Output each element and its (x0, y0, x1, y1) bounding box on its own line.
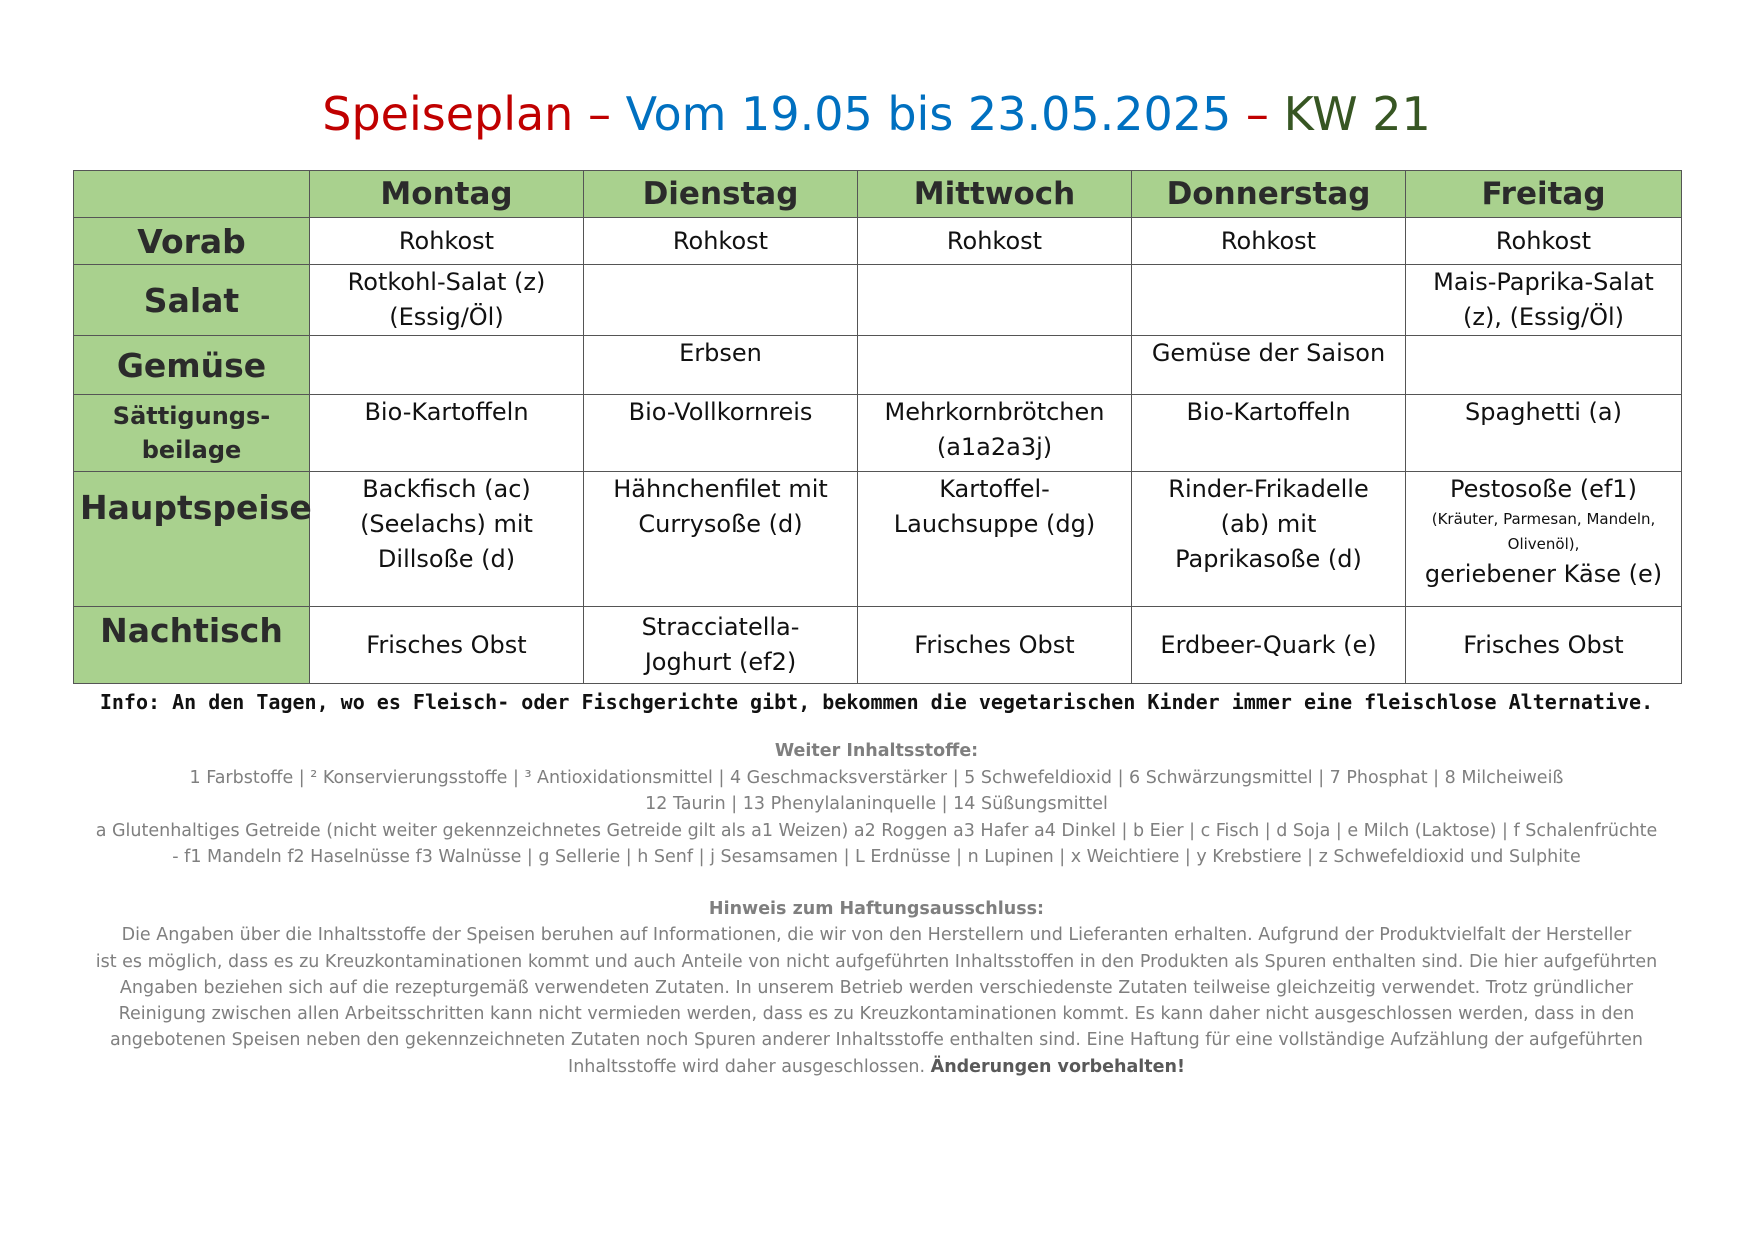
table-row-saettigungsbeilage (74, 395, 1682, 472)
cell-saettigung-donnerstag (1132, 395, 1406, 472)
legend-heading: Weiter Inhaltsstoffe: (774, 741, 979, 761)
cell-haupt-freitag (1406, 472, 1682, 607)
cell-line: Mehrkornbrötchen (884, 398, 1105, 426)
disclaimer-line: ist es möglich, dass es zu Kreuzkontaminationen kommt und auch Anteile von nicht aufgeführten Inhaltsstoffen in den Produkten als Spuren enthalten sind. Die hier aufgeführten (95, 951, 1658, 972)
title-speiseplan: Speiseplan (322, 87, 574, 141)
disclaimer-line: Angaben beziehen sich auf die rezepturgemäß verwendeten Zutaten. In unserem Betrieb werden verschiedenste Zutaten teilweise gleichzeitig verwendet. Trotz gründlicher (119, 977, 1634, 998)
cell-saettigung-mittwoch (858, 395, 1132, 472)
row-label-gemuese: Gemüse (74, 336, 310, 395)
page-title (0, 84, 1753, 144)
disclaimer-last-line (60, 1054, 1693, 1080)
cell-vorab-dienstag: Rohkost (584, 218, 858, 265)
row-label-line: Sättigungs- (112, 402, 271, 430)
cell-vorab-freitag: Rohkost (1406, 218, 1682, 265)
cell-nachtisch-dienstag (584, 607, 858, 684)
title-separator: – (573, 87, 626, 141)
cell-haupt-donnerstag (1132, 472, 1406, 607)
cell-gemuese-dienstag: Erbsen (584, 336, 858, 395)
cell-nachtisch-montag (310, 607, 584, 684)
cell-saettigung-montag (310, 395, 584, 472)
cell-gemuese-freitag (1406, 336, 1682, 395)
row-label-line: beilage (141, 436, 242, 464)
info-note: Info: An den Tagen, wo es Fleisch- oder Fischgerichte gibt, bekommen die vegetarischen Kinder immer eine fleischlose Alternative. (99, 690, 1654, 714)
cell-salat-freitag (1406, 265, 1682, 336)
day-header-dienstag: Dienstag (584, 171, 858, 218)
legend-line: - f1 Mandeln f2 Haselnüsse f3 Walnüsse | g Sellerie | h Senf | j Sesamsamen | L Erdnüsse | n Lupinen | x Weichtiere | y Krebstiere | z Schwefeldioxid und Sulphite (172, 847, 1581, 867)
day-header-montag: Montag (310, 171, 584, 218)
cell-line: Mais-Paprika-Salat (1433, 268, 1654, 296)
changes-reserved-note: Änderungen vorbehalten! (930, 1056, 1185, 1077)
cell-haupt-dienstag (584, 472, 858, 607)
cell-line: Kartoffel- (939, 475, 1050, 503)
title-date-range: Vom 19.05 bis 23.05.2025 (625, 87, 1232, 141)
allergen-legend (60, 738, 1693, 871)
cell-haupt-mittwoch (858, 472, 1132, 607)
legend-line: 12 Taurin | 13 Phenylalaninquelle | 14 Süßungsmittel (645, 794, 1108, 814)
title-calendar-week: KW 21 (1283, 87, 1431, 141)
table-header-row (74, 171, 1682, 218)
day-header-mittwoch: Mittwoch (858, 171, 1132, 218)
cell-line: Rinder-Frikadelle (1168, 475, 1369, 503)
title-separator: – (1231, 87, 1284, 141)
cell-line: (Essig/Öl) (389, 303, 504, 331)
liability-disclaimer (60, 896, 1693, 1080)
cell-line: (z), (Essig/Öl) (1462, 303, 1625, 331)
day-header-donnerstag: Donnerstag (1132, 171, 1406, 218)
cell-vorab-donnerstag: Rohkost (1132, 218, 1406, 265)
cell-line: Rotkohl-Salat (z) (347, 268, 546, 296)
cell-salat-dienstag (584, 265, 858, 336)
cell-line: (Seelachs) mit (360, 510, 533, 538)
row-label-vorab: Vorab (74, 218, 310, 265)
day-header-freitag: Freitag (1406, 171, 1682, 218)
cell-line: Frisches Obst (366, 630, 527, 659)
disclaimer-heading: Hinweis zum Haftungsausschluss: (708, 899, 1045, 919)
cell-haupt-montag (310, 472, 584, 607)
table-row-salat (74, 265, 1682, 336)
cell-gemuese-donnerstag: Gemüse der Saison (1132, 336, 1406, 395)
cell-line: Dillsoße (d) (377, 545, 516, 573)
cell-line: (ab) mit (1220, 510, 1317, 538)
cell-line: Frisches Obst (1463, 630, 1624, 659)
cell-line: geriebener Käse (e) (1424, 560, 1663, 588)
cell-gemuese-mittwoch (858, 336, 1132, 395)
cell-line: Frisches Obst (914, 630, 1075, 659)
cell-line: Spaghetti (a) (1465, 398, 1622, 426)
disclaimer-line: Reinigung zwischen allen Arbeitsschritten kann nicht vermieden werden, dass es zu Kreuzkontaminationen kommt. Es kann daher nicht ausgeschlossen werden, dass in den (118, 1004, 1635, 1025)
cell-line: Paprikasoße (d) (1175, 545, 1362, 573)
cell-line: Erdbeer-Quark (e) (1160, 630, 1377, 659)
table-row-nachtisch (74, 607, 1682, 684)
cell-gemuese-montag (310, 336, 584, 395)
cell-saettigung-dienstag (584, 395, 858, 472)
cell-nachtisch-freitag (1406, 607, 1682, 684)
legend-line: a Glutenhaltiges Getreide (nicht weiter gekennzeichnetes Getreide gilt als a1 Weizen) a2 Roggen a3 Hafer a4 Dinkel | b Eier | c Fisch | d Soja | e Milch (Laktose) | f Schalenfrüchte (95, 820, 1658, 841)
cell-line: Bio-Kartoffeln (1186, 398, 1351, 426)
table-row-hauptspeise (74, 472, 1682, 607)
cell-line: Joghurt (ef2) (644, 648, 797, 676)
cell-line: Pestosoße (ef1) (1450, 475, 1637, 503)
cell-nachtisch-mittwoch (858, 607, 1132, 684)
ingredient-note: (Kräuter, Parmesan, Mandeln, (1431, 510, 1656, 528)
cell-saettigung-freitag (1406, 395, 1682, 472)
disclaimer-line: Die Angaben über die Inhaltsstoffe der Speisen beruhen auf Informationen, die wir von den Herstellern und Lieferanten erhalten. Aufgrund der Produktvielfalt der Hersteller (121, 925, 1632, 946)
disclaimer-line: Inhaltsstoffe wird daher ausgeschlossen. (568, 1056, 926, 1077)
row-label-salat: Salat (74, 265, 310, 336)
row-label-nachtisch: Nachtisch (74, 607, 310, 684)
table-corner-cell (74, 171, 310, 218)
cell-salat-montag (310, 265, 584, 336)
menu-table (73, 170, 1682, 684)
cell-line: Stracciatella- (641, 613, 800, 641)
cell-line: Currysoße (d) (638, 510, 803, 538)
row-label-saettigungsbeilage (74, 395, 310, 472)
ingredient-note: Olivenöl), (1507, 535, 1580, 553)
cell-vorab-montag: Rohkost (310, 218, 584, 265)
cell-line: Lauchsuppe (dg) (893, 510, 1096, 538)
cell-vorab-mittwoch: Rohkost (858, 218, 1132, 265)
table-row-gemuese (74, 336, 1682, 395)
cell-line: Hähnchenfilet mit (613, 475, 828, 503)
cell-line: Bio-Kartoffeln (364, 398, 529, 426)
cell-line: Backfisch (ac) (362, 475, 531, 503)
table-row-vorab (74, 218, 1682, 265)
cell-line: (a1a2a3j) (936, 433, 1053, 461)
disclaimer-line: angebotenen Speisen neben den gekennzeichneten Zutaten noch Spuren anderer Inhaltsstoffe enthalten sind. Eine Haftung für eine vollständige Aufzählung der aufgeführten (109, 1030, 1644, 1051)
cell-salat-donnerstag (1132, 265, 1406, 336)
legend-line: 1 Farbstoffe | ² Konservierungsstoffe | ³ Antioxidationsmittel | 4 Geschmacksverstärker | 5 Schwefeldioxid | 6 Schwärzungsmittel | 7 Phosphat | 8 Milcheiweiß (189, 767, 1564, 788)
cell-nachtisch-donnerstag (1132, 607, 1406, 684)
cell-line: Bio-Vollkornreis (628, 398, 813, 426)
cell-salat-mittwoch (858, 265, 1132, 336)
row-label-hauptspeise: Hauptspeise (74, 472, 310, 607)
